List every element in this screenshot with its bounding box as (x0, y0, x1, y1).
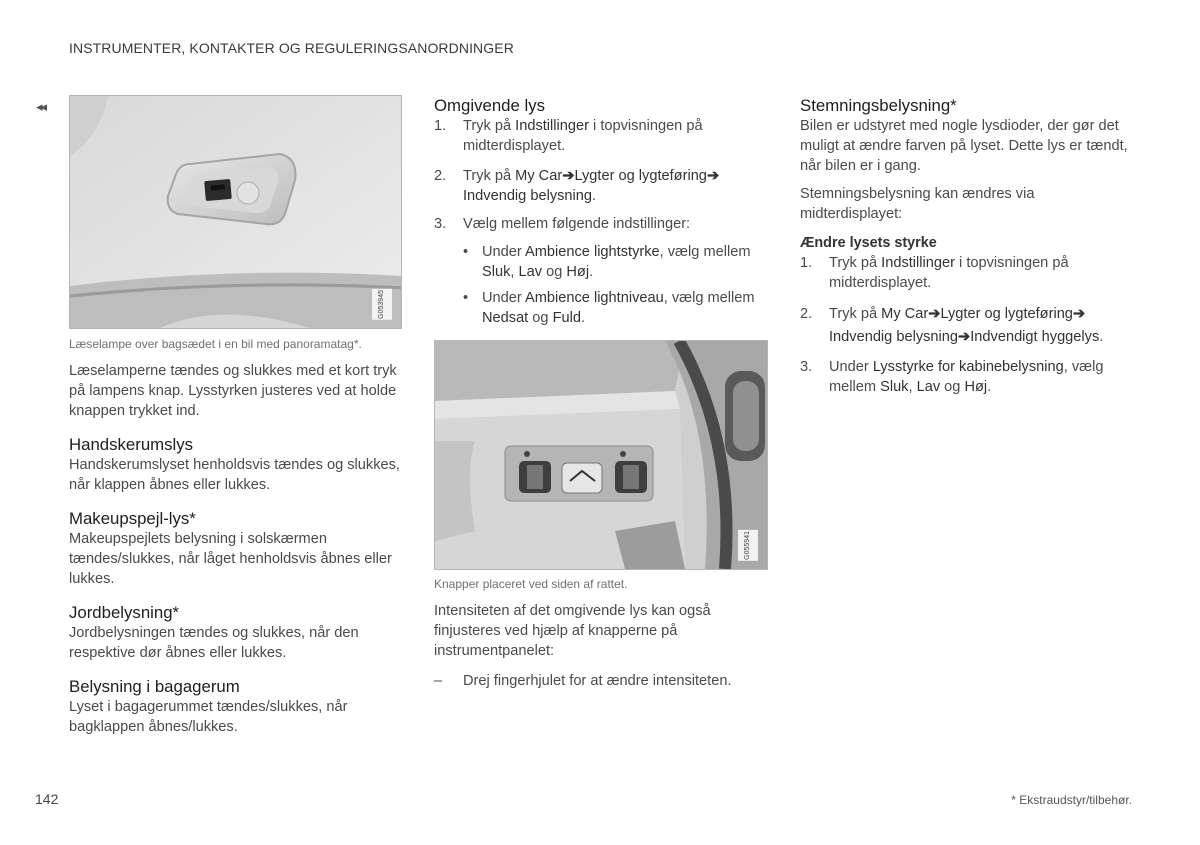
arrow-right-icon: ➔ (706, 168, 720, 184)
section-title-trunk-light: Belysning i bagagerum (69, 677, 240, 696)
mood-lighting-text: Stemningsbelysning kan ændres via midterdisplayet: (800, 186, 1035, 222)
subsection-title-light-intensity: Ændre lysets styrke (800, 235, 937, 251)
steering-buttons-figure (434, 340, 768, 570)
steering-buttons-image (435, 341, 768, 569)
reading-lamp-image (70, 96, 402, 328)
section-text-makeup-mirror: Makeupspejlets belysning i solskærmen tændes/slukkes, når låget henholdsvis åbnes eller lukkes. (69, 531, 392, 587)
column-right (800, 95, 1135, 397)
option-list (463, 242, 768, 328)
ui-term: Indstillinger (515, 118, 589, 134)
figure-id: G055941 (738, 530, 758, 561)
mood-steps (800, 253, 1135, 397)
section-text-trunk-light: Lyset i bagagerummet tændes/slukkes, når bagklappen åbnes/lukkes. (69, 699, 348, 735)
arrow-right-icon: ➔ (958, 329, 971, 345)
list-item: 3. Vælg mellem følgende indstillinger: • Under Ambience lightstyrke, vælg mellem Sluk, Lav og Høj. • Under Ambience lightniveau, vælg mellem Nedsat og Fuld. (434, 214, 768, 328)
figure-caption: Knapper placeret ved siden af rattet. (434, 577, 628, 591)
footnote: * Ekstraudstyr/tilbehør. (1011, 793, 1132, 807)
list-item: • Under Ambience lightniveau, vælg mellem Nedsat og Fuld. (463, 290, 755, 326)
list-item: 1. Tryk på Indstillinger i topvisningen på midterdisplayet. (800, 255, 1069, 291)
arrow-right-icon: ➔ (928, 306, 941, 322)
section-title-makeup-mirror: Makeupspejl-lys* (69, 509, 196, 528)
list-item: 2. Tryk på My Car➔Lygter og lygteføring➔ Indvendig belysning. (434, 168, 720, 204)
figure-id: G053945 (372, 289, 392, 320)
list-item: • Under Ambience lightstyrke, vælg mellem Sluk, Lav og Høj. (463, 244, 751, 280)
reading-lamp-text: Læselamperne tændes og slukkes med et kort tryk på lampens knap. Lysstyrken justeres ved at holde knappen trykket ind. (69, 363, 397, 419)
mood-lighting-intro: Bilen er udstyret med nogle lysdioder, der gør det muligt at ændre farven på lyset. Dette lys er tændt, når bilen er i gang. (800, 118, 1128, 174)
list-item: 3. Under Lysstyrke for kabinebelysning, vælg mellem Sluk, Lav og Høj. (800, 359, 1104, 395)
section-title-ground-light: Jordbelysning* (69, 603, 180, 622)
ambient-fine-tune-text: Intensiteten af det omgivende lys kan også finjusteres ved hjælp af knapperne på instrumentpanelet: (434, 603, 711, 659)
column-left (69, 95, 402, 737)
section-text-glovebox: Handskerumslyset henholdsvis tændes og slukkes, når klappen åbnes eller lukkes. (69, 457, 400, 493)
section-text-ground-light: Jordbelysningen tændes og slukkes, når den respektive dør åbnes eller lukkes. (69, 625, 359, 661)
section-title-mood-lighting: Stemningsbelysning* (800, 96, 957, 115)
page-header: INSTRUMENTER, KONTAKTER OG REGULERINGSANORDNINGER (69, 40, 514, 56)
page-number: 142 (35, 791, 59, 807)
list-item: 2. Tryk på My Car➔Lygter og lygteføring➔ Indvendig belysning➔Indvendigt hyggelys. (800, 306, 1104, 345)
reading-lamp-figure (69, 95, 402, 329)
ambient-steps (434, 116, 768, 328)
column-middle (434, 95, 768, 691)
list-item: 1. Tryk på Indstillinger i topvisningen på midterdisplayet. (434, 118, 703, 154)
figure-caption: Læselampe over bagsædet i en bil med panoramatag*. (69, 337, 362, 351)
section-title-glovebox: Handskerumslys (69, 435, 194, 454)
arrow-right-icon: ➔ (562, 168, 575, 184)
arrow-right-icon: ➔ (1072, 306, 1086, 322)
double-left-arrow-icon[interactable]: ◂◂ (36, 99, 46, 114)
section-title-ambient-light: Omgivende lys (434, 96, 545, 115)
list-item: – Drej fingerhjulet for at ændre intensiteten. (434, 673, 732, 689)
